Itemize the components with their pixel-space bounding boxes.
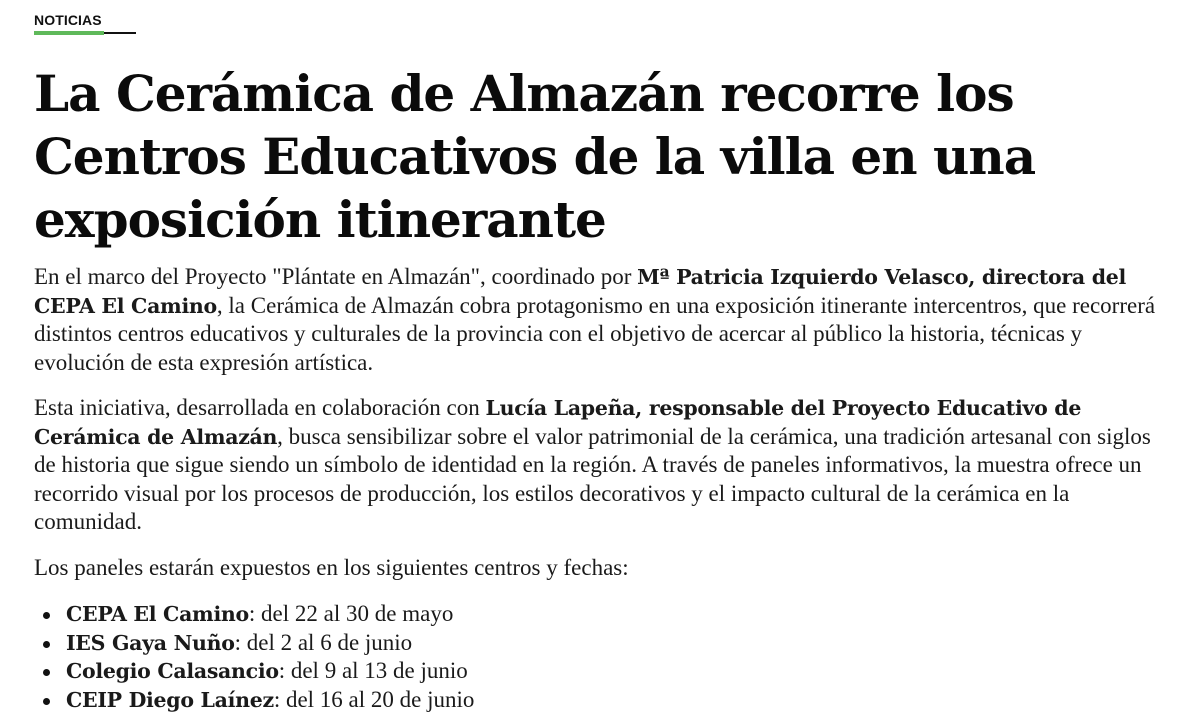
- list-item: [34, 600, 1164, 629]
- bullet-icon: [43, 698, 50, 705]
- bullet-icon: [43, 641, 50, 648]
- news-article: [34, 0, 1164, 714]
- paragraph-1-coordinator: Mª Patricia Izquierdo Velasco, directora del CEPA El Camino: [34, 265, 1126, 318]
- paragraph-2-collaborator: Lucía Lapeña, responsable del Proyecto Educativo de Cerámica de Almazán: [34, 396, 1081, 449]
- center-dates: : del 22 al 30 de mayo: [249, 601, 453, 626]
- center-name: CEPA El Camino: [66, 602, 249, 626]
- paragraph-1: [34, 263, 1164, 377]
- list-item: [34, 686, 1164, 714]
- article-body: [34, 263, 1164, 714]
- paragraph-2: [34, 394, 1164, 537]
- center-dates: : del 16 al 20 de junio: [274, 687, 475, 712]
- center-name: CEIP Diego Laínez: [66, 688, 274, 712]
- center-name: Colegio Calasancio: [66, 659, 279, 683]
- category-header: [34, 12, 1164, 34]
- center-name: IES Gaya Nuño: [66, 631, 235, 655]
- center-dates: : del 2 al 6 de junio: [235, 630, 413, 655]
- category-accent-bar: [34, 31, 104, 35]
- paragraph-3: Los paneles estarán expuestos en los siguientes centros y fechas:: [34, 554, 1164, 583]
- list-item: [34, 657, 1164, 686]
- schedule-list: [34, 600, 1164, 714]
- paragraph-2-intro: Esta iniciativa, desarrollada en colaboración con: [34, 395, 486, 420]
- category-label[interactable]: NOTICIAS: [34, 12, 102, 28]
- center-dates: : del 9 al 13 de junio: [279, 658, 468, 683]
- list-item: [34, 629, 1164, 658]
- bullet-icon: [43, 612, 50, 619]
- paragraph-2-rest: , busca sensibilizar sobre el valor patrimonial de la cerámica, una tradición artesanal con siglos de historia que sigue siendo un símbolo de identidad en la región. A través de paneles informativos, la muestra ofrece un recorrido visual por los procesos de producción, los estilos decorativos y el impacto cultural de la cerámica en la comunidad.: [34, 424, 1151, 535]
- paragraph-1-intro: En el marco del Proyecto "Plántate en Almazán", coordinado por: [34, 264, 637, 289]
- article-headline: La Cerámica de Almazán recorre los Centros Educativos de la villa en una exposición itinerante: [34, 62, 1134, 251]
- bullet-icon: [43, 669, 50, 676]
- paragraph-1-rest: , la Cerámica de Almazán cobra protagonismo en una exposición itinerante intercentros, que recorrerá distintos centros educativos y culturales de la provincia con el objetivo de acercar al público la historia, técnicas y evolución de esta expresión artística.: [34, 293, 1155, 375]
